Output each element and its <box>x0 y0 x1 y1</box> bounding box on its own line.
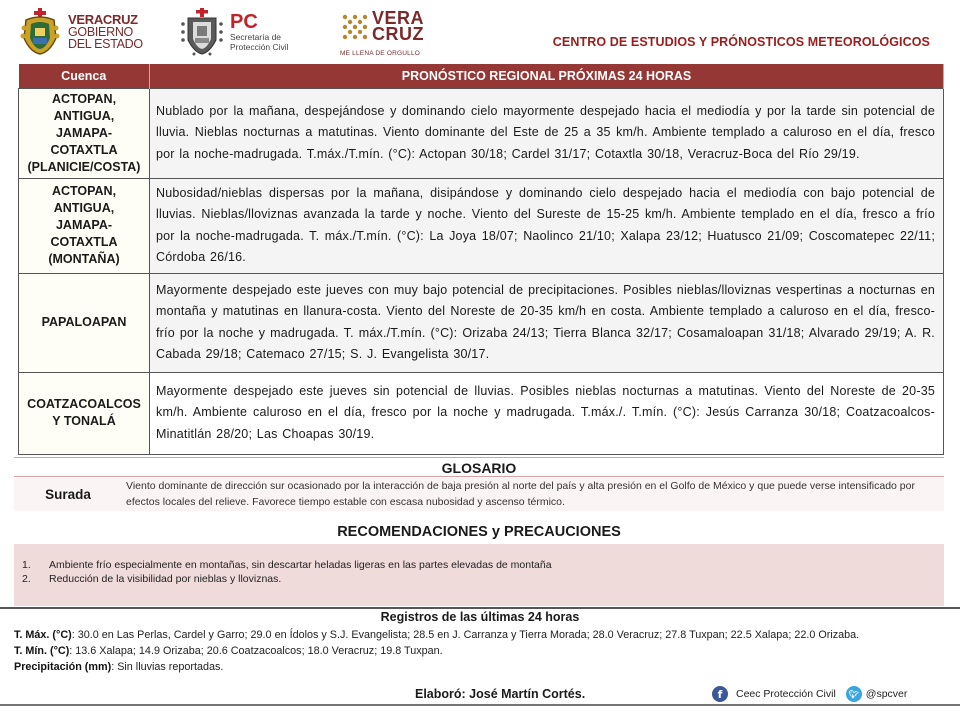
list-number: 2. <box>22 573 31 585</box>
forecast-text: Mayormente despejado este jueves sin potencial de lluvias. Posibles nieblas nocturnas a matutinas. Viento del Noreste de 20-35 km/h. Ambiente caluroso en el día, fresco por la noche y madrugada. T.máx./. T.mín. (°C): Jesús Carranza 30/18; Coatzacoalcos-Minatitlán 28/20; Las Choapas 30/19. <box>150 372 944 454</box>
basin-line: ANTIGUA, <box>53 108 115 123</box>
basin-name <box>19 178 150 273</box>
basin-line: ACTOPAN, <box>51 91 117 106</box>
section-divider <box>0 607 960 609</box>
twitter-icon[interactable]: 🐦︎ <box>846 686 862 702</box>
regional-forecast-table <box>18 64 944 455</box>
forecast-text: Nublado por la mañana, despejándose y dominando cielo mayormente despejado hacia el mediodía y por la tarde sin potencial de lluvia. Nieblas nocturnas a matutinas. Viento dominante del Este de 25 a 35 km/h. Ambiente templado a caluroso en el día, fresco por la noche-madrugada. T.máx./T.mín. (°C): Actopan 30/18; Cardel 31/17; Cotaxtla 30/18, Veracruz-Boca del Río 29/19. <box>150 88 944 178</box>
glossary-term: Surada <box>45 487 91 502</box>
recommendations-list <box>22 558 944 586</box>
glossary-title: GLOSARIO <box>14 457 944 477</box>
pc-shield-icon <box>180 8 224 56</box>
table-row <box>19 372 944 454</box>
basin-line: ANTIGUA, <box>53 201 115 215</box>
twitter-link[interactable]: @spcver <box>865 688 908 700</box>
precip-label: Precipitación (mm) <box>14 661 112 673</box>
records-tmin <box>14 643 954 659</box>
vera-logo-line1: VERA <box>372 8 425 28</box>
column-header-basin: Cuenca <box>19 64 150 88</box>
facebook-icon[interactable]: f <box>712 686 728 702</box>
gob-logo-line1: VERACRUZ <box>68 12 138 27</box>
facebook-link[interactable]: Ceec Protección Civil <box>736 688 836 700</box>
list-item <box>22 572 944 586</box>
basin-name <box>19 372 150 454</box>
records-tmax <box>14 627 954 643</box>
proteccion-civil-logo <box>180 6 310 58</box>
page-header <box>0 0 960 64</box>
tmin-label: T. Mín. (°C) <box>14 645 70 657</box>
pc-logo-acronym: PC <box>230 11 258 33</box>
basin-line: COTAXTLA <box>50 142 118 157</box>
basin-line: JAMAPA- <box>55 218 113 232</box>
recommendations-box <box>14 544 944 606</box>
table-row <box>19 178 944 273</box>
basin-line: Y TONALÁ <box>52 414 116 428</box>
column-header-forecast: PRONÓSTICO REGIONAL PRÓXIMAS 24 HORAS <box>150 64 944 88</box>
basin-name <box>19 273 150 372</box>
glossary-definition: Viento dominante de dirección sur ocasionado por la interacción de baja presión al norte del país y alta presión en el Golfo de México y que puede verse intensificado por efectos locales del relieve. Favorece tiempo estable con escasa nubosidad y ascenso térmico. <box>126 480 915 508</box>
footer-divider <box>0 704 960 706</box>
veracruz-coat-of-arms-icon <box>20 8 60 56</box>
gob-logo-line3: DEL ESTADO <box>68 37 143 51</box>
precip-values: : Sin lluvias reportadas. <box>111 661 224 673</box>
tmin-values: : 13.6 Xalapa; 14.9 Orizaba; 20.6 Coatzacoalcos; 18.0 Veracruz; 19.8 Tuxpan. <box>69 645 443 657</box>
social-links <box>712 686 907 702</box>
basin-line: (PLANICIE/COSTA) <box>27 159 141 174</box>
list-number: 1. <box>22 559 31 571</box>
forecast-text: Mayormente despejado este jueves con muy bajo potencial de precipitaciones. Posibles nieblas/lloviznas vespertinas a nocturnas en montaña y matutinas en llanura-costa. Viento del Noreste de 20-35 km/h en costa. Ambiente templado a caluroso en el día, fresco-frío por la noche y madrugada. T. máx./T.mín. (°C): Orizaba 24/13; Tierra Blanca 32/17; Cosamaloapan 31/18; Alvarado 29/19; A. R. Cabada 29/18; Catemaco 27/15; S. J. Evangelista 30/17. <box>150 273 944 372</box>
basin-line: PAPALOAPAN <box>41 315 127 329</box>
records-block <box>14 627 954 675</box>
table-header-row <box>19 64 944 88</box>
records-precip <box>14 659 954 675</box>
vera-logo-line2: CRUZ <box>372 24 424 44</box>
records-title: Registros de las últimas 24 horas <box>380 610 580 624</box>
basin-line: JAMAPA- <box>55 125 113 140</box>
pc-logo-line1: Secretaría de <box>230 32 282 42</box>
center-title: CENTRO DE ESTUDIOS Y PRÓNOSTICOS METEOROLÓGICOS <box>552 35 930 49</box>
glossary-entry <box>14 478 944 511</box>
recommendations-title: RECOMENDACIONES y PRECAUCIONES <box>337 524 621 540</box>
textile-pattern-icon <box>340 12 370 42</box>
veracruz-government-logo <box>20 6 150 58</box>
basin-line: COTAXTLA <box>50 235 118 249</box>
pc-logo-line2: Protección Civil <box>230 42 289 52</box>
veracruz-brand-logo <box>338 8 448 60</box>
table-row <box>19 88 944 178</box>
table-row <box>19 273 944 372</box>
gob-logo-line2: GOBIERNO <box>68 25 133 39</box>
vera-logo-tagline: ME LLENA DE ORGULLO <box>340 50 421 57</box>
list-item <box>22 558 944 572</box>
basin-line: ACTOPAN, <box>51 184 117 198</box>
basin-name <box>19 88 150 178</box>
list-text: Ambiente frío especialmente en montañas, sin descartar heladas ligeras en las partes elevadas de montaña <box>49 559 552 571</box>
list-text: Reducción de la visibilidad por nieblas y lloviznas. <box>49 573 282 585</box>
basin-line: COATZACOALCOS <box>27 397 141 411</box>
basin-line: (MONTAÑA) <box>48 252 120 266</box>
forecast-text: Nubosidad/nieblas dispersas por la mañana, disipándose y dominando cielo despejado hacia el mediodía con bajo potencial de lluvias. Nieblas/lloviznas avanzada la tarde y noche. Viento del Sureste de 15-25 km/h. Ambiente templado en el día, fresco a frío por la noche-madrugada. T. máx./T.mín. (°C): La Joya 18/07; Naolinco 21/10; Xalapa 23/12; Huatusco 21/09; Coscomatepec 22/11; Córdoba 26/16. <box>150 178 944 273</box>
tmax-label: T. Máx. (°C) <box>14 629 72 641</box>
author-credit: Elaboró: José Martín Cortés. <box>415 687 586 701</box>
tmax-values: : 30.0 en Las Perlas, Cardel y Garro; 29.0 en Ídolos y S.J. Evangelista; 28.5 en J. Carranza y Tierra Morada; 28.0 Veracruz; 27.8 Tuxpan; 22.5 Xalapa; 22.0 Orizaba. <box>71 629 860 641</box>
